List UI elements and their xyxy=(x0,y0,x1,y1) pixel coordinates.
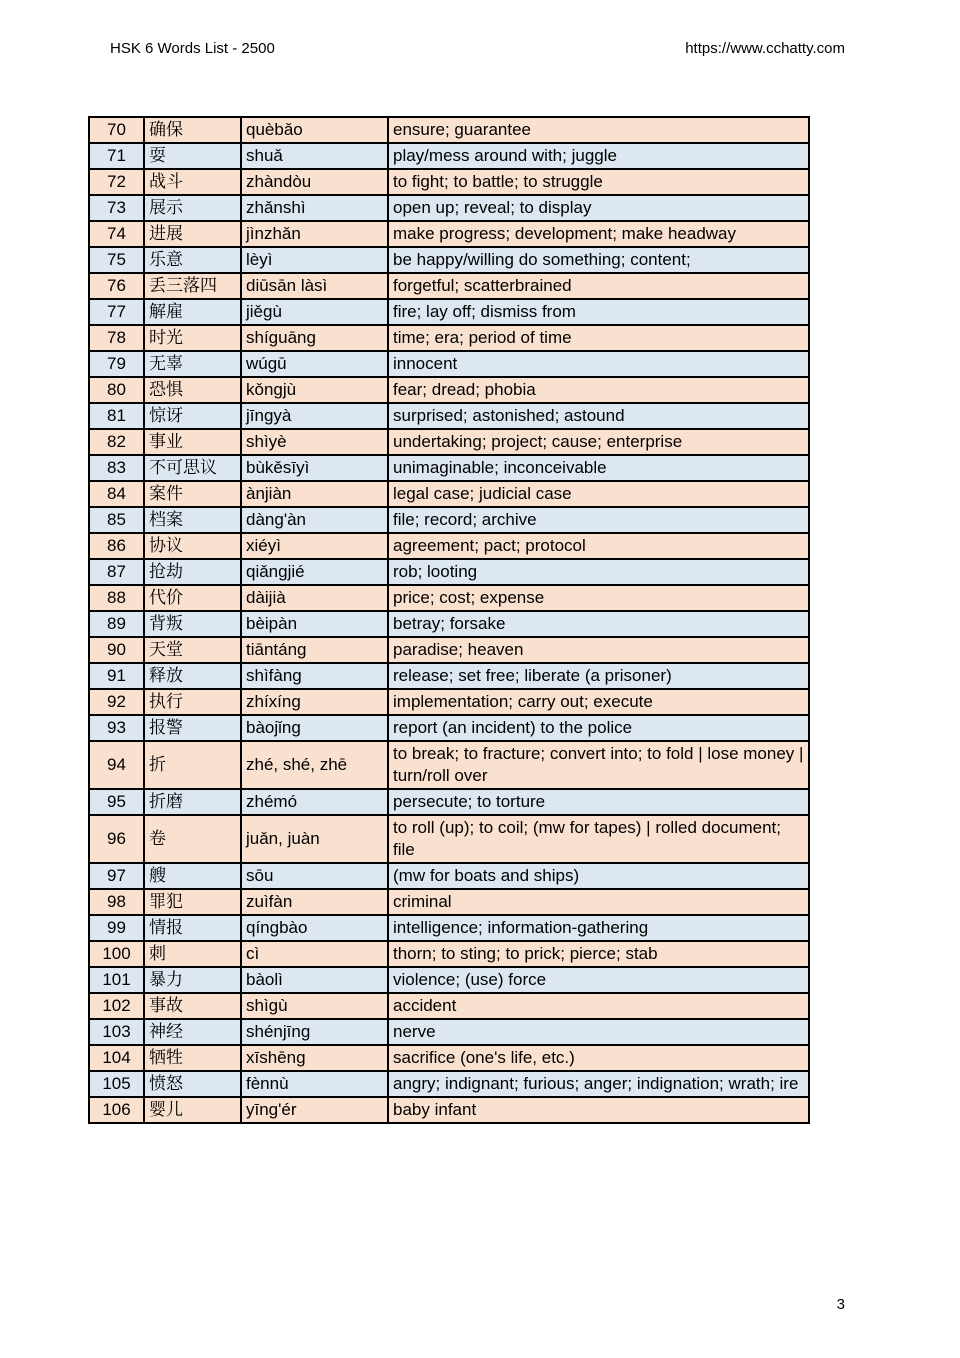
word-definition: fire; lay off; dismiss from xyxy=(388,299,809,325)
table-row xyxy=(89,481,809,507)
word-number: 76 xyxy=(89,273,144,299)
word-definition: angry; indignant; furious; anger; indignation; wrath; ire xyxy=(388,1071,809,1097)
word-definition: intelligence; information-gathering xyxy=(388,915,809,941)
word-pinyin: qiǎngjié xyxy=(241,559,388,585)
word-number: 104 xyxy=(89,1045,144,1071)
word-pinyin: sōu xyxy=(241,863,388,889)
word-pinyin: fènnù xyxy=(241,1071,388,1097)
word-number: 95 xyxy=(89,789,144,815)
word-pinyin: shìgù xyxy=(241,993,388,1019)
table-row xyxy=(89,889,809,915)
word-definition: to roll (up); to coil; (mw for tapes) | rolled document; file xyxy=(388,815,809,863)
word-hanzi: 战斗 xyxy=(144,169,241,195)
table-row xyxy=(89,377,809,403)
table-row xyxy=(89,1097,809,1123)
word-pinyin: jiěgù xyxy=(241,299,388,325)
word-pinyin: ànjiàn xyxy=(241,481,388,507)
table-row xyxy=(89,325,809,351)
word-pinyin: juǎn, juàn xyxy=(241,815,388,863)
word-hanzi: 档案 xyxy=(144,507,241,533)
word-hanzi: 艘 xyxy=(144,863,241,889)
word-pinyin: xīshēng xyxy=(241,1045,388,1071)
word-hanzi: 乐意 xyxy=(144,247,241,273)
word-pinyin: shuǎ xyxy=(241,143,388,169)
word-hanzi: 协议 xyxy=(144,533,241,559)
word-number: 94 xyxy=(89,741,144,789)
table-row xyxy=(89,663,809,689)
word-pinyin: dàng'àn xyxy=(241,507,388,533)
word-definition: be happy/willing do something; content; xyxy=(388,247,809,273)
word-pinyin: dàijià xyxy=(241,585,388,611)
word-pinyin: bèipàn xyxy=(241,611,388,637)
word-hanzi: 天堂 xyxy=(144,637,241,663)
word-pinyin: wúgū xyxy=(241,351,388,377)
table-row xyxy=(89,559,809,585)
word-hanzi: 案件 xyxy=(144,481,241,507)
word-definition: price; cost; expense xyxy=(388,585,809,611)
word-hanzi: 惊讶 xyxy=(144,403,241,429)
word-hanzi: 愤怒 xyxy=(144,1071,241,1097)
word-hanzi: 暴力 xyxy=(144,967,241,993)
word-pinyin: zhémó xyxy=(241,789,388,815)
word-number: 86 xyxy=(89,533,144,559)
word-hanzi: 抢劫 xyxy=(144,559,241,585)
word-definition: to break; to fracture; convert into; to fold | lose money | turn/roll over xyxy=(388,741,809,789)
word-pinyin: zhǎnshì xyxy=(241,195,388,221)
word-hanzi: 卷 xyxy=(144,815,241,863)
word-hanzi: 折 xyxy=(144,741,241,789)
table-row xyxy=(89,741,809,789)
word-number: 99 xyxy=(89,915,144,941)
word-hanzi: 事故 xyxy=(144,993,241,1019)
word-pinyin: zhé, shé, zhē xyxy=(241,741,388,789)
word-pinyin: bàojǐng xyxy=(241,715,388,741)
word-hanzi: 神经 xyxy=(144,1019,241,1045)
table-row xyxy=(89,221,809,247)
word-number: 84 xyxy=(89,481,144,507)
word-hanzi: 时光 xyxy=(144,325,241,351)
table-row xyxy=(89,967,809,993)
word-number: 71 xyxy=(89,143,144,169)
table-row xyxy=(89,637,809,663)
word-number: 89 xyxy=(89,611,144,637)
word-definition: implementation; carry out; execute xyxy=(388,689,809,715)
word-definition: undertaking; project; cause; enterprise xyxy=(388,429,809,455)
word-definition: fear; dread; phobia xyxy=(388,377,809,403)
word-pinyin: bàolì xyxy=(241,967,388,993)
word-definition: persecute; to torture xyxy=(388,789,809,815)
word-pinyin: qíngbào xyxy=(241,915,388,941)
word-number: 70 xyxy=(89,117,144,143)
word-hanzi: 代价 xyxy=(144,585,241,611)
word-definition: unimaginable; inconceivable xyxy=(388,455,809,481)
word-hanzi: 婴儿 xyxy=(144,1097,241,1123)
word-definition: open up; reveal; to display xyxy=(388,195,809,221)
word-hanzi: 背叛 xyxy=(144,611,241,637)
word-number: 87 xyxy=(89,559,144,585)
word-hanzi: 丢三落四 xyxy=(144,273,241,299)
word-pinyin: kǒngjù xyxy=(241,377,388,403)
table-row xyxy=(89,815,809,863)
table-row xyxy=(89,789,809,815)
word-hanzi: 恐惧 xyxy=(144,377,241,403)
page-number: 3 xyxy=(836,1296,845,1313)
word-hanzi: 罪犯 xyxy=(144,889,241,915)
word-definition: time; era; period of time xyxy=(388,325,809,351)
word-definition: make progress; development; make headway xyxy=(388,221,809,247)
word-number: 91 xyxy=(89,663,144,689)
word-number: 73 xyxy=(89,195,144,221)
word-number: 78 xyxy=(89,325,144,351)
table-row xyxy=(89,941,809,967)
word-hanzi: 解雇 xyxy=(144,299,241,325)
word-number: 93 xyxy=(89,715,144,741)
source-url-link[interactable]: https://www.cchatty.com xyxy=(685,40,845,57)
word-pinyin: tiāntáng xyxy=(241,637,388,663)
word-number: 100 xyxy=(89,941,144,967)
word-pinyin: shìfàng xyxy=(241,663,388,689)
word-number: 77 xyxy=(89,299,144,325)
word-number: 102 xyxy=(89,993,144,1019)
table-row xyxy=(89,533,809,559)
word-number: 96 xyxy=(89,815,144,863)
word-number: 88 xyxy=(89,585,144,611)
word-number: 83 xyxy=(89,455,144,481)
word-number: 105 xyxy=(89,1071,144,1097)
word-hanzi: 执行 xyxy=(144,689,241,715)
table-row xyxy=(89,351,809,377)
table-row xyxy=(89,1071,809,1097)
table-row xyxy=(89,1019,809,1045)
word-pinyin: zhàndòu xyxy=(241,169,388,195)
word-number: 103 xyxy=(89,1019,144,1045)
word-pinyin: lèyì xyxy=(241,247,388,273)
table-row xyxy=(89,585,809,611)
word-pinyin: quèbǎo xyxy=(241,117,388,143)
word-definition: violence; (use) force xyxy=(388,967,809,993)
word-hanzi: 事业 xyxy=(144,429,241,455)
word-number: 81 xyxy=(89,403,144,429)
word-hanzi: 无辜 xyxy=(144,351,241,377)
word-pinyin: zuìfàn xyxy=(241,889,388,915)
word-hanzi: 报警 xyxy=(144,715,241,741)
word-number: 98 xyxy=(89,889,144,915)
word-pinyin: shénjīng xyxy=(241,1019,388,1045)
word-definition: legal case; judicial case xyxy=(388,481,809,507)
word-definition: file; record; archive xyxy=(388,507,809,533)
word-hanzi: 折磨 xyxy=(144,789,241,815)
word-definition: forgetful; scatterbrained xyxy=(388,273,809,299)
word-hanzi: 展示 xyxy=(144,195,241,221)
word-definition: to fight; to battle; to struggle xyxy=(388,169,809,195)
word-definition: betray; forsake xyxy=(388,611,809,637)
table-row xyxy=(89,429,809,455)
word-pinyin: xiéyì xyxy=(241,533,388,559)
word-number: 72 xyxy=(89,169,144,195)
word-number: 74 xyxy=(89,221,144,247)
word-definition: baby infant xyxy=(388,1097,809,1123)
word-definition: sacrifice (one's life, etc.) xyxy=(388,1045,809,1071)
page-header xyxy=(110,40,845,57)
table-row xyxy=(89,863,809,889)
word-definition: nerve xyxy=(388,1019,809,1045)
word-number: 90 xyxy=(89,637,144,663)
table-row xyxy=(89,273,809,299)
word-pinyin: yīng'ér xyxy=(241,1097,388,1123)
table-row xyxy=(89,169,809,195)
table-row xyxy=(89,195,809,221)
word-pinyin: bùkěsīyì xyxy=(241,455,388,481)
table-row xyxy=(89,143,809,169)
word-hanzi: 不可思议 xyxy=(144,455,241,481)
word-definition: agreement; pact; protocol xyxy=(388,533,809,559)
word-definition: (mw for boats and ships) xyxy=(388,863,809,889)
word-pinyin: jìnzhǎn xyxy=(241,221,388,247)
table-row xyxy=(89,507,809,533)
table-row xyxy=(89,715,809,741)
word-hanzi: 刺 xyxy=(144,941,241,967)
word-pinyin: shíguāng xyxy=(241,325,388,351)
table-row xyxy=(89,455,809,481)
page-footer xyxy=(837,1296,845,1313)
table-row xyxy=(89,299,809,325)
word-number: 75 xyxy=(89,247,144,273)
word-number: 79 xyxy=(89,351,144,377)
word-hanzi: 进展 xyxy=(144,221,241,247)
word-definition: play/mess around with; juggle xyxy=(388,143,809,169)
table-row xyxy=(89,611,809,637)
word-hanzi: 牺牲 xyxy=(144,1045,241,1071)
table-row xyxy=(89,689,809,715)
word-definition: rob; looting xyxy=(388,559,809,585)
word-hanzi: 确保 xyxy=(144,117,241,143)
word-definition: criminal xyxy=(388,889,809,915)
words-table-body xyxy=(89,117,809,1123)
table-row xyxy=(89,915,809,941)
word-number: 92 xyxy=(89,689,144,715)
table-row xyxy=(89,993,809,1019)
word-pinyin: zhíxíng xyxy=(241,689,388,715)
table-row xyxy=(89,117,809,143)
word-hanzi: 情报 xyxy=(144,915,241,941)
table-row xyxy=(89,403,809,429)
word-definition: release; set free; liberate (a prisoner) xyxy=(388,663,809,689)
word-definition: ensure; guarantee xyxy=(388,117,809,143)
word-number: 82 xyxy=(89,429,144,455)
word-number: 106 xyxy=(89,1097,144,1123)
word-definition: report (an incident) to the police xyxy=(388,715,809,741)
document-title: HSK 6 Words List - 2500 xyxy=(110,40,275,57)
word-pinyin: cì xyxy=(241,941,388,967)
word-definition: innocent xyxy=(388,351,809,377)
word-number: 85 xyxy=(89,507,144,533)
word-pinyin: diūsān làsì xyxy=(241,273,388,299)
word-definition: paradise; heaven xyxy=(388,637,809,663)
words-table xyxy=(88,116,810,1124)
table-row xyxy=(89,247,809,273)
word-number: 101 xyxy=(89,967,144,993)
word-definition: surprised; astonished; astound xyxy=(388,403,809,429)
word-pinyin: shìyè xyxy=(241,429,388,455)
word-number: 80 xyxy=(89,377,144,403)
word-definition: thorn; to sting; to prick; pierce; stab xyxy=(388,941,809,967)
word-pinyin: jīngyà xyxy=(241,403,388,429)
table-row xyxy=(89,1045,809,1071)
word-hanzi: 耍 xyxy=(144,143,241,169)
word-definition: accident xyxy=(388,993,809,1019)
word-hanzi: 释放 xyxy=(144,663,241,689)
word-number: 97 xyxy=(89,863,144,889)
